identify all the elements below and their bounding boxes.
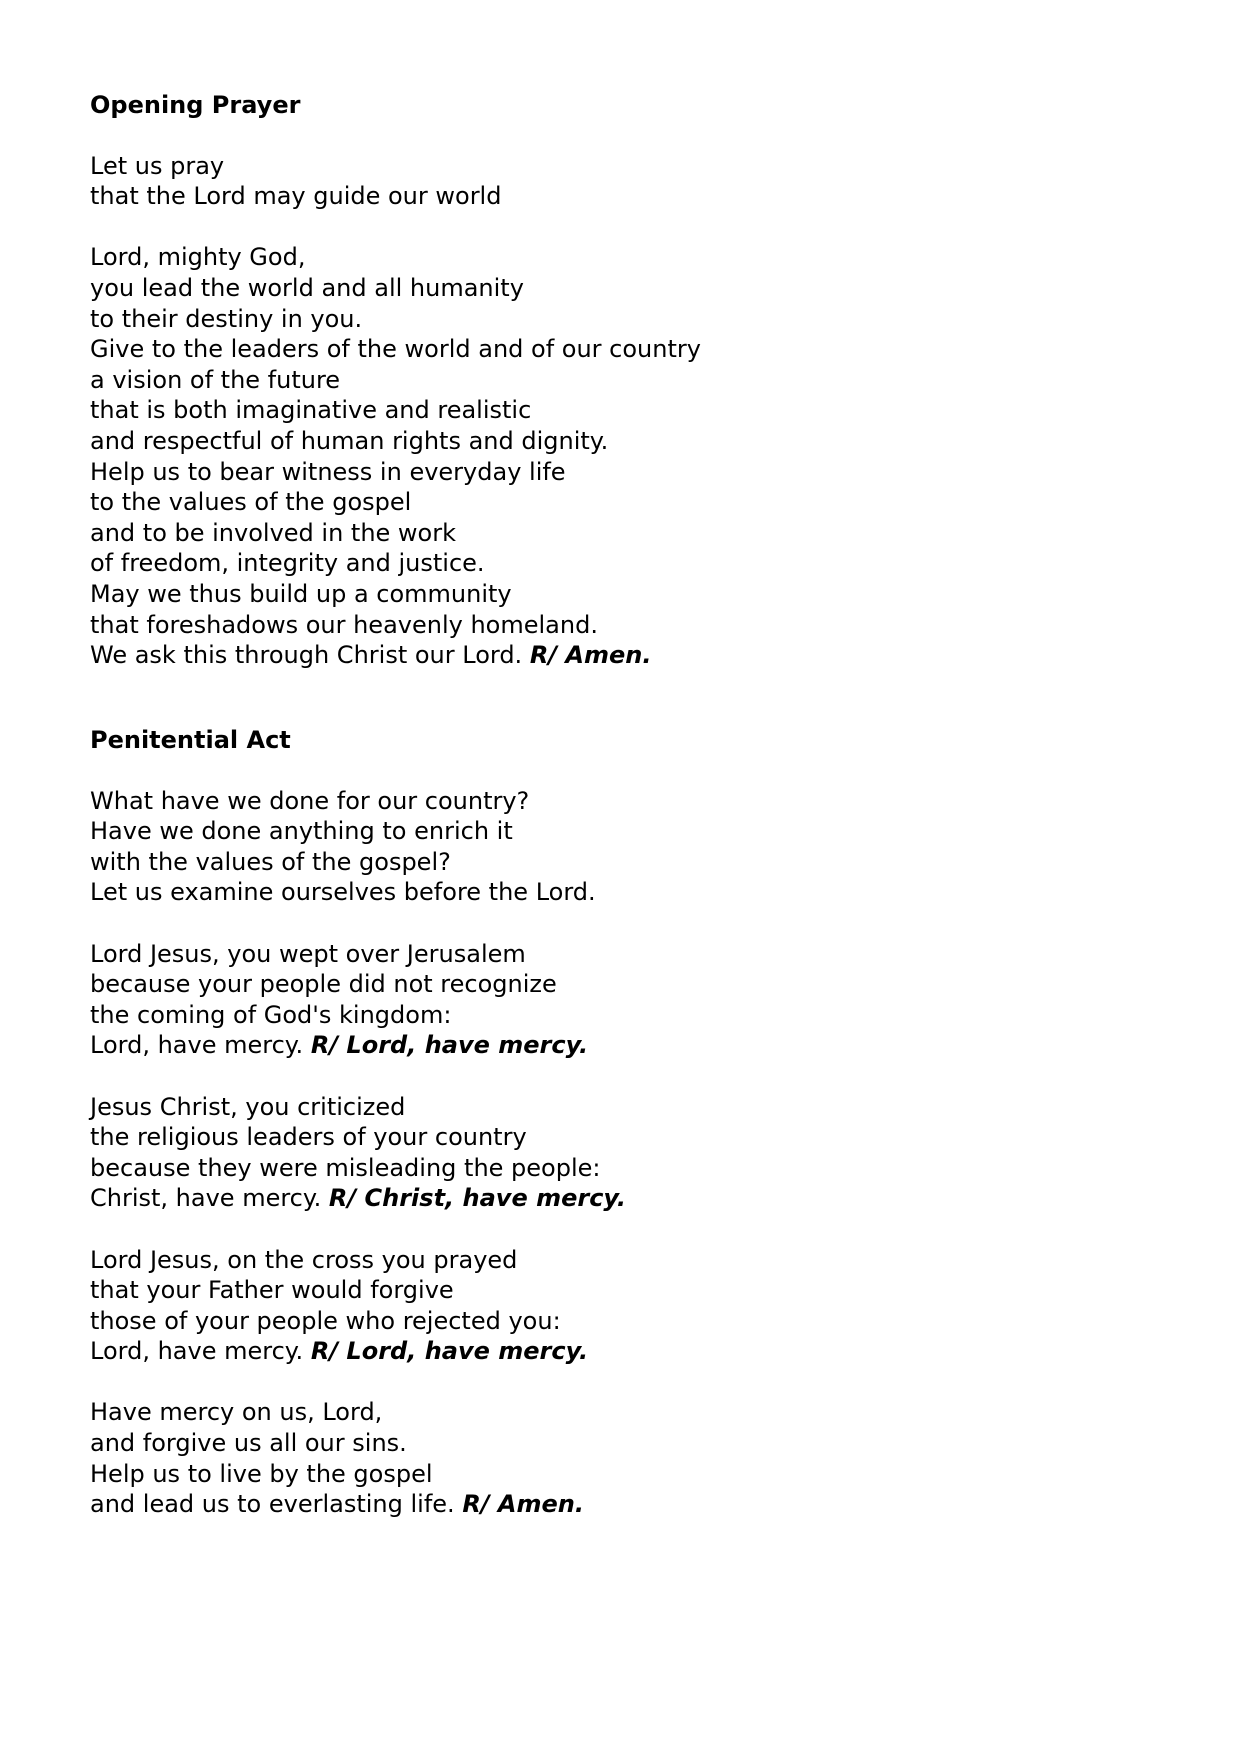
text-line: and forgive us all our sins. [90,1429,407,1458]
response-text: R/ Amen. [462,1490,584,1519]
opening-prayer-section [90,90,1150,671]
section-heading: Opening Prayer [90,91,301,119]
plea-line [90,1183,1150,1214]
text-line: the coming of God's kingdom: [90,1000,452,1029]
text-line: Have mercy on us, Lord, [90,1398,383,1427]
text-line: Lord, mighty God, [90,243,306,272]
text-line: Help us to live by the gospel [90,1459,433,1488]
text-line: Lord Jesus, on the cross you prayed [90,1245,518,1274]
text-line: because your people did not recognize [90,970,557,999]
text-line: May we thus build up a community [90,579,512,608]
response-text: R/ Amen. [529,641,652,670]
text-line: Help us to bear witness in everyday life [90,457,566,486]
text-line: because they were misleading the people: [90,1153,601,1182]
text-line: Have we done anything to enrich it [90,817,513,846]
text-line: Let us examine ourselves before the Lord. [90,878,596,907]
plea-text: Lord, have mercy. [90,1031,304,1060]
plea-line [90,1030,1150,1061]
text-line: to the values of the gospel [90,488,412,517]
plea-line [90,1336,1150,1367]
absolution [90,1397,1150,1519]
invocation [90,1092,1150,1214]
text-line: Lord Jesus, you wept over Jerusalem [90,939,526,968]
text-line: with the values of the gospel? [90,847,451,876]
closing-text: We ask this through Christ our Lord. [90,641,523,670]
text-line: What have we done for our country? [90,786,530,815]
invocation [90,1245,1150,1367]
closing-line [90,1489,1150,1520]
text-line: a vision of the future [90,365,341,394]
text-line: Give to the leaders of the world and of our country [90,335,701,364]
text-line: of freedom, integrity and justice. [90,549,485,578]
text-line: those of your people who rejected you: [90,1306,561,1335]
text-line: that your Father would forgive [90,1276,454,1305]
response-text: R/ Lord, have mercy. [310,1337,589,1366]
response-text: R/ Christ, have mercy. [328,1184,626,1213]
text-line: that is both imaginative and realistic [90,396,532,425]
plea-text: Lord, have mercy. [90,1337,304,1366]
response-text: R/ Lord, have mercy. [310,1031,589,1060]
closing-line [90,640,1150,671]
text-line: the religious leaders of your country [90,1123,527,1152]
text-line: and to be involved in the work [90,518,456,547]
text-line: Jesus Christ, you criticized [90,1092,406,1121]
section-heading: Penitential Act [90,726,291,754]
invocation [90,939,1150,1061]
text-line: that foreshadows our heavenly homeland. [90,610,598,639]
closing-text: and lead us to everlasting life. [90,1490,455,1519]
text-line: Let us pray [90,151,225,180]
text-line: to their destiny in you. [90,304,363,333]
text-line: and respectful of human rights and dignity. [90,426,609,455]
text-line: that the Lord may guide our world [90,182,502,211]
plea-text: Christ, have mercy. [90,1184,322,1213]
penitential-act-section [90,725,1150,1520]
text-line: you lead the world and all humanity [90,273,524,302]
